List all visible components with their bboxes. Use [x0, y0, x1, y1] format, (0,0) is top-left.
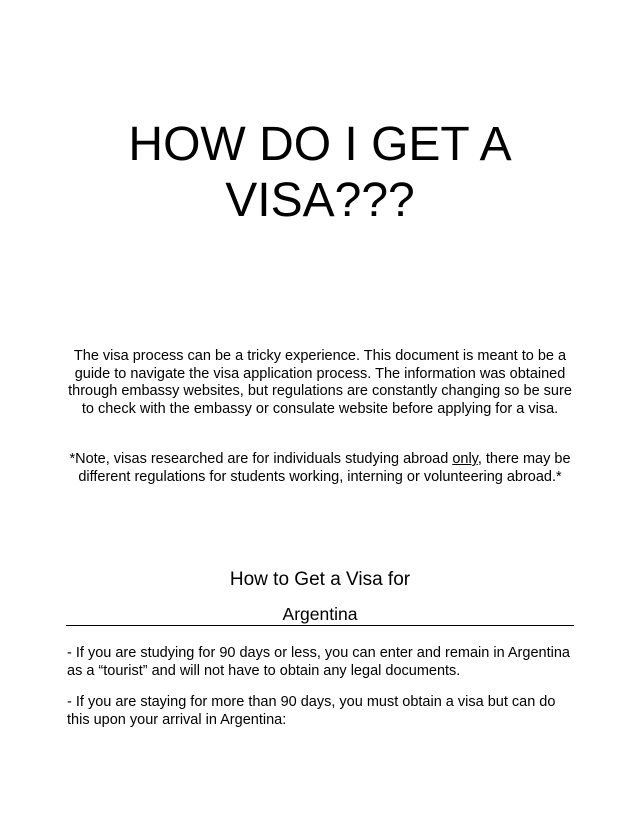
note-text-end: , there may be different regulations for students working, interning or volunteering abroad.*: [78, 451, 571, 485]
title-line-2: VISA???: [225, 174, 415, 227]
note-paragraph: [62, 451, 578, 486]
section-heading: How to Get a Visa for: [229, 569, 411, 590]
note-text-start: *Note, visas researched are for individuals studying abroad: [69, 451, 453, 467]
title-line-1: HOW DO I GET A: [128, 118, 512, 171]
country-heading: Argentina: [282, 604, 358, 624]
note-emphasis: only: [452, 451, 478, 467]
intro-paragraph: The visa process can be a tricky experience. This document is meant to be a guide to navigate the visa application process. The information was obtained through embassy websites, but regulations are constantly changing so be sure to check with the embassy or consulate website before applying for a visa.: [68, 348, 572, 417]
argentina-paragraph-2: - If you are staying for more than 90 days, you must obtain a visa but can do this upon your arrival in Argentina:: [67, 694, 556, 728]
argentina-paragraph-1: - If you are studying for 90 days or less, you can enter and remain in Argentina as a “tourist” and will not have to obtain any legal documents.: [67, 645, 570, 679]
section-divider: [66, 625, 574, 626]
page-title: [0, 117, 640, 229]
